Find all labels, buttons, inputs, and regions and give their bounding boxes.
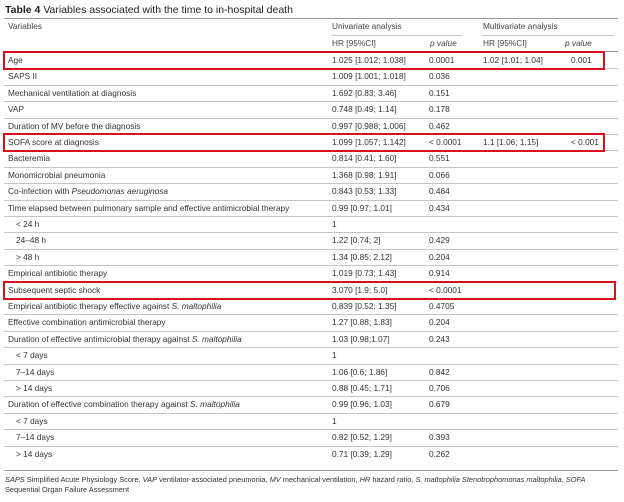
row-p-value: 0.842 [429,366,450,377]
row-p-value: 0.551 [429,153,450,164]
table-row [0,201,624,216]
table-row [0,151,624,166]
table-row [0,266,624,281]
table-label: Table 4 [5,4,41,16]
row-variable: Bacteremia [8,153,50,164]
header-variables: Variables [8,21,42,31]
row-p-value: 0.914 [429,268,450,279]
header-hr: HR [95%CI] [332,38,376,48]
row-variable: 7–14 days [16,432,55,443]
row-hr: 0.82 [0.52; 1.29] [332,432,392,443]
row-p-value: 0.204 [429,251,450,262]
row-variable: < 7 days [16,415,48,426]
row-variable: < 7 days [16,350,48,361]
table-title [5,4,293,16]
row-hr: 1.27 [0.88; 1.83] [332,317,392,328]
row-variable: 24–48 h [16,235,46,246]
row-hr: 0.843 [0.53; 1.33] [332,186,397,197]
row-hr: 1.025 [1.012; 1.038] [332,55,406,65]
header-multi-hr: HR [95%CI] [483,38,527,48]
header-multivariate: Multivariate analysis [483,21,558,31]
row-p-value: 0.4705 [429,301,455,311]
table-row [0,381,624,396]
row-hr: 1 [332,415,337,426]
row-p-value: < 0.0001 [429,284,462,295]
table-row [0,348,624,363]
table-row [0,414,624,429]
row-p-value: 0.151 [429,87,450,98]
row-hr: 1.34 [0.85; 2.12] [332,251,392,262]
row-variable: Subsequent septic shock [8,284,101,295]
row-hr: 0.71 [0.39; 1.29] [332,448,392,459]
table-row [0,233,624,248]
row-hr: 0.997 [0.988; 1.006] [332,120,406,131]
highlight-box [3,51,605,70]
row-multi-hr: 1.02 [1.01; 1.04] [483,55,543,65]
row-variable: 7–14 days [16,366,55,377]
row-hr: 1.099 [1.057; 1.142] [332,137,406,147]
row-p-value: 0.706 [429,383,450,393]
row-p-value: 0.393 [429,432,450,443]
row-hr: 1 [332,219,337,229]
row-variable: Monomicrobial pneumonia [8,169,106,180]
row-variable: Time elapsed between pulmonary sample and effective antimicrobial therapy [8,202,290,213]
row-variable: > 14 days [16,448,53,459]
header-multi-p: p value [565,38,592,48]
table-caption: Variables associated with the time to in-hospital death [43,4,293,16]
header-sub-row [0,36,624,51]
row-variable: Effective combination antimicrobial therapy [8,317,166,328]
row-hr: 1.22 [0.74; 2] [332,235,381,246]
row-variable: Empirical antibiotic therapy effective against S. maltophilia [8,301,222,311]
row-variable: Mechanical ventilation at diagnosis [8,87,137,98]
row-p-value: 0.243 [429,333,450,344]
row-variable: Co-infection with Pseudomonas aeruginosa [8,186,169,197]
row-hr: 0.814 [0.41; 1.60] [332,153,397,164]
table-row [0,430,624,445]
footnote-segment: hazard ratio, [370,475,416,484]
row-variable: > 48 h [16,251,40,262]
table-row [0,315,624,330]
row-p-value: 0.679 [429,399,450,410]
row-hr: 1.03 [0.98;1.07] [332,333,390,344]
footnote-segment: HR [359,475,371,484]
table-row [0,250,624,265]
row-p-value: 0.462 [429,120,450,131]
footnote-segment: VAP [142,475,158,484]
row-hr: 1 [332,350,337,361]
row-p-value: 0.429 [429,235,450,246]
row-multi-p-value: 0.001 [571,55,592,65]
table-row [0,217,624,232]
row-variable: VAP [8,104,24,115]
row-p-value: 0.036 [429,71,450,82]
row-p-value: 0.204 [429,317,450,328]
row-p-value: 0.434 [429,202,450,213]
row-variable-italic: Pseudomonas aeruginosa [71,186,169,197]
row-variable-italic: S. maltophilia [191,333,242,344]
row-variable: SOFA score at diagnosis [8,137,99,147]
footnote-segment: MV [269,475,281,484]
row-variable-italic: S. maltophilia [171,301,222,311]
row-multi-hr: 1.1 [1.06; 1.15] [483,137,539,147]
table-footnote [5,475,605,495]
row-hr: 1.692 [0.83; 3.46] [332,87,397,98]
footnote-segment: Simplified Acute Physiology Score, [24,475,143,484]
row-variable: Duration of MV before the diagnosis [8,120,141,131]
row-p-value: 0.262 [429,448,450,459]
highlight-box [3,281,616,300]
row-hr: 0.748 [0.49; 1.14] [332,104,397,115]
table-row [0,447,624,462]
row-variable: Duration of effective combination therapy against S. maltophilia [8,399,240,410]
table-row [0,86,624,101]
table-row [0,397,624,412]
footnote-segment: S. maltophilia [415,475,460,484]
row-variable: Age [8,55,23,65]
footnote-segment: mechanical ventilation, [280,475,360,484]
row-p-value: 0.066 [429,169,450,180]
row-variable-italic: S. maltophilia [190,399,240,410]
row-multi-p-value: < 0.001 [571,137,599,147]
row-hr: 1.019 [0.73; 1.43] [332,268,397,279]
footnote-segment: Stenotrophomonas maltophilia [461,475,562,484]
bottom-rule [4,470,618,471]
header-p: p value [430,38,457,48]
header-univariate: Univariate analysis [332,21,402,31]
row-hr: 0.839 [0.52; 1.35] [332,301,397,311]
row-variable: SAPS II [8,71,38,82]
row-hr: 3.070 [1.9; 5.0] [332,284,388,295]
footnote-segment: SOFA [565,475,586,484]
highlight-box [3,133,605,152]
row-variable: Duration of effective antimicrobial therapy against S. maltophilia [8,333,242,344]
table-row [0,365,624,380]
row-hr: 0.99 [0.97; 1.01] [332,202,392,213]
table-row [0,102,624,117]
row-p-value: 0.464 [429,186,450,197]
row-p-value: 0.0001 [429,55,455,65]
row-hr: 0.88 [0.45; 1.71] [332,383,392,393]
footnote-segment: SAPS [5,475,25,484]
row-hr: 1.368 [0.98; 1.91] [332,169,397,180]
table-row [0,332,624,347]
footnote-segment: , [561,475,566,484]
row-hr: 1.06 [0.6; 1.86] [332,366,388,377]
row-hr: 1.009 [1.001; 1.018] [332,71,406,82]
table-row [0,119,624,134]
row-p-value: 0.178 [429,104,450,115]
row-variable: Empirical antibiotic therapy [8,268,108,279]
row-variable: > 14 days [16,383,53,393]
table-row [0,168,624,183]
header-group-row [0,19,624,34]
row-variable: < 24 h [16,219,40,229]
row-hr: 0.99 [0.96; 1.03] [332,399,392,410]
table-row [0,69,624,84]
footnote-segment: ventilator-associated pneumonia, [157,475,270,484]
table-row [0,299,624,314]
footnote-segment: Sequential Organ Failure Assessment [5,485,130,494]
table-row [0,184,624,199]
row-p-value: < 0.0001 [429,137,462,147]
